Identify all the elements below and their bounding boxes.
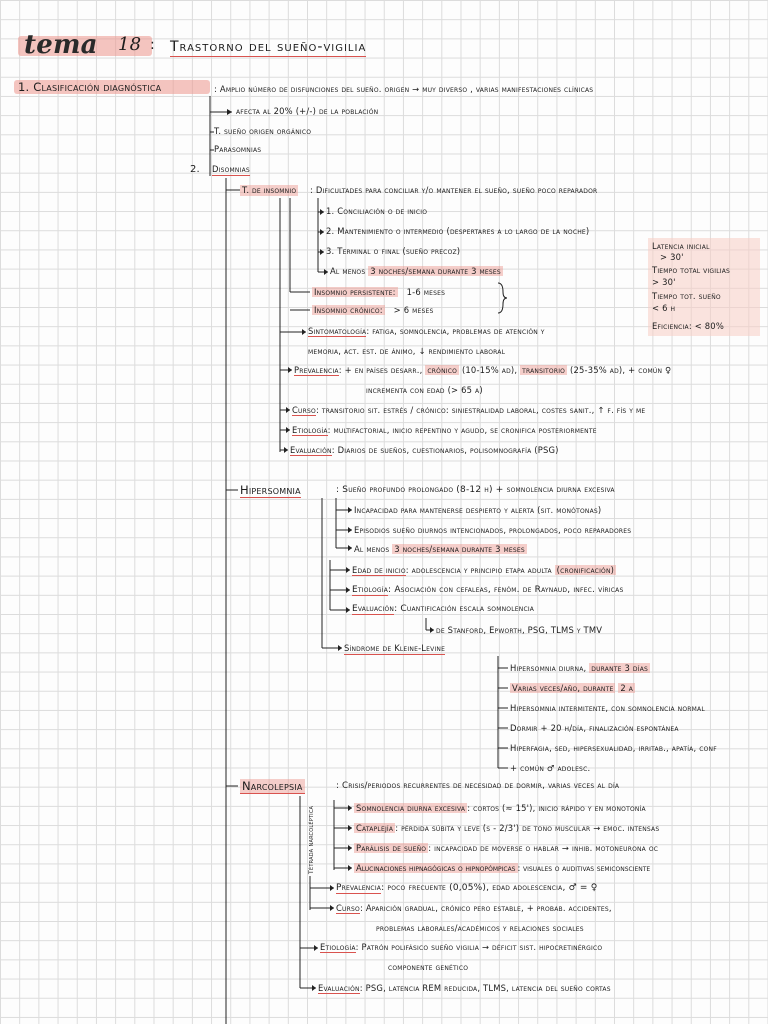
- persistente-label: Insomnio persistente:: [314, 287, 396, 297]
- sintomatologia-line2: memoria, act. est. de ánimo, ↓ rendimiento laboral: [308, 346, 506, 356]
- tetrada-3-hl: Parálisis de sueño: [356, 843, 427, 853]
- hiper-almenos-hl: 3 noches/semana durante 3 meses: [394, 544, 525, 554]
- narcolepsia-desc: : Crisis/periodos recurrentes de necesidad de dormir, varias veces al día: [336, 781, 620, 791]
- box-line-4: > 30': [652, 277, 676, 287]
- narco-prev-text: : poco frecuente (0,05%), edad adolescencia, ♂ = ♀: [381, 883, 598, 893]
- num2-text: 2.: [190, 164, 200, 175]
- page-title: Trastorno del sueño-vigilia: [170, 39, 367, 55]
- sintomatologia-text1: : fatiga, somnolencia, problemas de atención y: [366, 326, 545, 336]
- insomnio-prevalencia: [294, 365, 671, 376]
- tetrada-4-hl: Alucinaciones hipnagógicas o hipnopómpicas: [356, 863, 516, 873]
- kl2-hl: 2 a: [620, 683, 634, 693]
- cronico-val: > 6 meses: [393, 305, 434, 315]
- prevalencia-transitorio: transitorio: [522, 365, 566, 375]
- edad-hl: (cronificación): [556, 565, 615, 575]
- title-colon: :: [150, 37, 155, 53]
- kl-item-2: [510, 683, 635, 694]
- kl-item-3: Hipersomnia intermitente, con somnolencia normal: [510, 703, 705, 713]
- insomnio-item-3: 3. Terminal o final (sueño precoz): [326, 246, 461, 256]
- box-line-3: Tiempo total vigilias: [652, 265, 731, 275]
- narco-etiologia-line2: componente genético: [388, 962, 469, 972]
- hipersomnia-b1: Incapacidad para mantenerse despierto y alerta (sit. monótonas): [354, 505, 602, 515]
- evaluacion-text: : Diarios de sueños, cuestionarios, polisomnografía (PSG): [331, 445, 559, 455]
- insomnio-persistente: [312, 287, 445, 298]
- insomnio-cronico: [312, 305, 434, 316]
- tetrada-1: [354, 803, 646, 814]
- tetrada-2: [354, 823, 659, 834]
- box-line-2: > 30': [660, 252, 684, 262]
- kl1-pre: Hipersomnia diurna,: [510, 663, 587, 673]
- tsueno-text: T. sueño origen orgánico: [214, 126, 312, 136]
- hiper-etio-label: Etiología: [352, 585, 389, 595]
- narco-curso-line2: problemas laborales/académicos y relaciones sociales: [376, 923, 584, 933]
- prevalencia-cronico: crónico: [427, 365, 458, 375]
- narco-evaluacion: [318, 983, 611, 994]
- narcolepsia-label: Narcolepsia: [242, 779, 303, 793]
- hiper-etio-text: : Asociación con cefaleas, fenóm. de Raynaud, infec. víricas: [388, 585, 624, 595]
- narco-curso-label: Curso: [336, 903, 360, 913]
- hipersomnia-edad: [352, 565, 616, 576]
- insomnio-almenos: [330, 266, 503, 277]
- hipersomnia-evaluacion: [352, 604, 534, 615]
- insomnio-item-1: 1. Conciliación o de inicio: [326, 206, 428, 216]
- sintomatologia-line1: [308, 326, 545, 337]
- insomnio-label: T. de insomnio: [242, 185, 297, 195]
- tetrada-label: Tétrada narcoléptica: [307, 805, 315, 875]
- narco-etio-label: Etiología: [320, 942, 356, 952]
- insomnio-evaluacion: [290, 445, 559, 456]
- prevalencia-text2: (10-15% ad),: [461, 365, 518, 375]
- narco-prev-label: Prevalencia: [336, 883, 382, 893]
- insomnio-desc: : Dificultades para conciliar y/o mantener el sueño, sueño poco reparador: [310, 185, 598, 195]
- cronico-label: Insomnio crónico:: [314, 305, 383, 315]
- narco-prevalencia: [336, 883, 598, 894]
- prevalencia-text1: : + en países desarr.,: [338, 365, 423, 375]
- kl-item-6: + común ♂ adolesc.: [510, 763, 591, 773]
- tetrada-3-text: : incapacidad de moverse o hablar → inhib. motoneurona oc: [428, 843, 659, 853]
- disomnias-text: Disomnias: [212, 164, 250, 174]
- narco-curso: [336, 903, 612, 914]
- prevalencia-line2: incrementa con edad (> 65 a): [366, 385, 483, 395]
- tetrada-4: [354, 863, 650, 874]
- section-heading: 1. Clasificación diagnóstica: [18, 80, 162, 94]
- kl-item-5: Hiperfagia, sed, hipersexualidad, irritab., apatía, conf: [510, 743, 717, 753]
- insomnio-etiologia: [292, 425, 597, 436]
- curso-label: Curso: [292, 405, 316, 415]
- narco-etiologia: [320, 942, 602, 953]
- narco-eval-text: : PSG, latencia REM reducida, TLMS, latencia del sueño cortas: [359, 983, 611, 993]
- hipersomnia-label: Hipersomnia: [240, 483, 301, 497]
- tetrada-1-text: : cortos (≈ 15'), inicio rápido y en monotonía: [467, 803, 646, 813]
- insomnio-curso: [292, 405, 645, 416]
- hipersomnia-b2: Episodios sueño diurnos intencionados, prolongados, poco reparadores: [354, 525, 632, 535]
- hipersomnia-etiologia: [352, 585, 623, 596]
- tetrada-2-text: : pérdida súbita y leve (s - 2/3') de tono muscular → emoc. intensas: [395, 823, 660, 833]
- persistente-val: 1-6 meses: [406, 287, 446, 297]
- insomnio-almenos-pre: Al menos: [330, 266, 366, 276]
- kl-item-1: [510, 663, 650, 674]
- prevalencia-label: Prevalencia: [294, 365, 339, 375]
- evaluacion-label: Evaluación: [290, 445, 332, 455]
- box-line-7: Eficiencia: < 80%: [652, 321, 724, 331]
- insomnio-almenos-hl: 3 noches/semana durante 3 meses: [370, 266, 501, 276]
- tetrada-2-hl: Cataplejía: [356, 823, 394, 833]
- parasomnias-text: Parasomnias: [214, 144, 262, 154]
- kl2-pre: Varias veces/año, durante: [512, 683, 614, 693]
- section-description: : Amplio número de disfunciones del sueño. origen → muy diverso , varias manifestaciones clínicas: [214, 84, 594, 94]
- hiper-eval-text: : Cuantificación escala somnolencia: [394, 604, 535, 614]
- kl-item-4: Dormir + 20 h/día, finalización espontánea: [510, 723, 679, 733]
- etiologia-label: Etiología: [292, 425, 328, 435]
- box-line-1: Latencia inicial: [652, 241, 710, 251]
- tetrada-3: [354, 843, 658, 854]
- narco-eval-label: Evaluación: [318, 983, 360, 993]
- curso-text: : transitorio sit. estrés / crónico: siniestralidad laboral, costes sanit., ↑ f. fís y me: [315, 405, 646, 415]
- hiper-eval-label: Evaluación: [352, 604, 395, 614]
- edad-text: : adolescencia y principio etapa adulta: [405, 565, 552, 575]
- kleine-levine-label: Síndrome de Kleine-Levine: [344, 643, 446, 653]
- hipersomnia-desc: : Sueño profundo prolongado (8-12 h) + somnolencia diurna excesiva: [336, 485, 615, 495]
- tetrada-4-text: : visuales o auditivas semiconsciente: [517, 863, 651, 873]
- narco-etio-text: : Patrón polifásico sueño vigilia → déficit sist. hipocretinérgico: [355, 942, 603, 952]
- title-number: 18: [118, 34, 142, 55]
- afecta-text: afecta al 20% (+/-) de la población: [236, 106, 379, 116]
- sintomatologia-label: Sintomatología: [308, 326, 367, 336]
- hipersomnia-almenos: [354, 544, 527, 555]
- hiper-almenos-pre: Al menos: [354, 544, 390, 554]
- tetrada-1-hl: Somnolencia diurna excesiva: [356, 803, 466, 813]
- edad-label: Edad de inicio: [352, 565, 406, 575]
- title-tema: tema: [24, 30, 98, 60]
- narco-curso-text: : Aparición gradual, crónico pero estable, + probab. accidentes,: [359, 903, 612, 913]
- insomnio-item-2: 2. Mantenimiento o intermedio (despertares a lo largo de la noche): [326, 226, 590, 236]
- box-line-6: < 6 h: [652, 303, 676, 313]
- kl1-hl: durante 3 días: [591, 663, 649, 673]
- hipersomnia-eval-sub: de Stanford, Epworth, PSG, TLMS y TMV: [436, 625, 603, 635]
- box-line-5: Tiempo tot. sueño: [652, 291, 721, 301]
- etiologia-text: : multifactorial, inicio repentino y agudo, se cronifica posteriormente: [327, 425, 597, 435]
- prevalencia-text3: (25-35% ad), + común ♀: [569, 365, 672, 375]
